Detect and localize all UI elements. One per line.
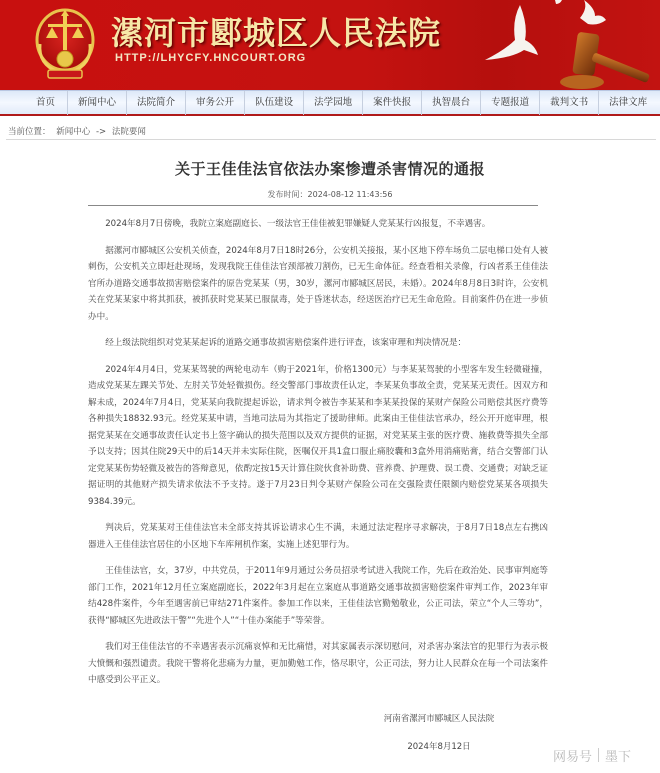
publish-time	[0, 189, 660, 200]
nav-enforcement[interactable]: 执智晨台	[422, 91, 481, 115]
nav-case-news[interactable]: 案件快报	[363, 91, 422, 115]
publish-time-label: 发布时间：	[267, 190, 308, 199]
watermark-brand: 网易号	[553, 749, 593, 765]
main-nav	[0, 90, 660, 116]
article-paragraph: 据漯河市郾城区公安机关侦查，2024年8月7日18时26分，公安机关接报，某小区地下停车场负二层电梯口处有人被刺伤，公安机关立即赶赴现场，发现我院王佳佳法官颈部被刀割伤，已无生命体征。经查看相关录像，行凶者系王佳佳法官所办道路交通事故损害赔偿案件的原告党某某（男，30岁，漯河市郾城区居民，未婚）。2024年8月8日3时许，公安机关在党某某家中将其抓获，被抓获时党某某已服鼠毒，处于昏迷状态，经送医治疗已无生命危险。目前案件仍在进一步侦办中。	[88, 245, 548, 322]
breadcrumb	[6, 124, 656, 140]
article-paragraph: 判决后，党某某对王佳佳法官未全部支持其诉讼请求心生不满，未通过法定程序寻求解决，于8月7日18点左右携凶器进入王佳佳法官居住的小区地下车库闸机作案，实施上述犯罪行为。	[88, 523, 548, 550]
watermark	[553, 745, 631, 765]
article-body	[88, 216, 548, 699]
article-paragraph: 2024年8月7日傍晚，我院立案庭副庭长、一级法官王佳佳被犯罪嫌疑人党某某行凶报复，不幸遇害。	[105, 219, 491, 229]
title-divider	[88, 205, 538, 206]
breadcrumb-prefix: 当前位置：	[8, 127, 51, 137]
nav-law-garden[interactable]: 法学园地	[304, 91, 363, 115]
article-paragraph: 王佳佳法官，女，37岁，中共党员，于2011年9月通过公务员招录考试进入我院工作，先后在政治处、民事审判庭等部门工作，2021年12月任立案庭副庭长，2022年3月起在立案庭从事道路交通事故损害赔偿案件审判工作，2023年审结428件案件，今年至遇害前已审结271件案件。参加工作以来，王佳佳法官勤勉敬业，公正司法，荣立“个人三等功”，获得“郾城区先进政法干警”“先进个人”“十佳办案能手”等荣誉。	[88, 566, 548, 626]
nav-judgments[interactable]: 裁判文书	[540, 91, 599, 115]
signature-date: 2024年8月12日	[407, 742, 471, 752]
site-url: HTTP://LHYCFY.HNCOURT.ORG	[115, 52, 307, 64]
article-paragraph: 2024年4月4日，党某某驾驶的两轮电动车（购于2021年，价格1300元）与李某某驾驶的小型客车发生轻微碰撞，造成党某某左踝关节处、左肘关节处轻微损伤。经交警部门事故责任认定，李某某负事故全责，党某某无责任。因双方和解未成，2024年7月4日，党某某向我院提起诉讼，请求判令被告李某某和李某某投保的某财产保险公司赔偿其医疗费等各种损失18832.93元。经党某某申请，当地司法局为其指定了援助律师。此案由王佳佳法官承办，经公开开庭审理，根据党某某在交通事故责任认定书上签字确认的损失范围以及双方提供的证据，对党某某主张的医疗费、施救费等损失全部予以支持；因其住院29天中的后14天并未实际住院，医嘱仅开具1盒口服止痛胶囊和3盒外用消痛贴膏，结合交警部门认定党某某伤势轻微及被告的答辩意见，依酌定按15天计算住院伙食补助费、营养费、护理费、误工费、交通费；对缺乏证据证明的其他财产损失请求依法不予支持。遂于7月23日判令某财产保险公司在交强险责任限额内赔偿党某某各项损失9384.39元。	[88, 364, 548, 507]
nav-home[interactable]: 首页	[26, 91, 68, 115]
court-emblem-icon	[30, 4, 100, 84]
nav-special-reports[interactable]: 专题报道	[481, 91, 540, 115]
nav-court-affairs[interactable]: 审务公开	[186, 91, 245, 115]
site-header-banner	[0, 0, 660, 90]
breadcrumb-court-news[interactable]: 法院要闻	[111, 127, 146, 137]
site-title: 漯河市郾城区人民法院	[111, 14, 442, 52]
watermark-author: 墨下	[605, 749, 632, 765]
nav-news-center[interactable]: 新闻中心	[68, 91, 127, 115]
doves-and-gavel-decoration	[450, 0, 660, 90]
article-paragraph: 经上级法院组织对党某某起诉的道路交通事故损害赔偿案件进行评查，该案审理和判决情况是：	[105, 338, 467, 348]
breadcrumb-arrow: ->	[95, 127, 107, 137]
article-paragraph: 我们对王佳佳法官的不幸遇害表示沉痛哀悼和无比痛惜，对其家属表示深切慰问，对杀害办案法官的犯罪行为表示极大愤慨和强烈谴责。我院干警将化悲痛为力量，更加勤勉工作，恪尽职守，公正司法，努力让人民群众在每一个司法案件中感受到公平正义。	[88, 642, 548, 685]
article-signature	[364, 705, 514, 761]
nav-team-building[interactable]: 队伍建设	[245, 91, 304, 115]
nav-court-intro[interactable]: 法院简介	[127, 91, 186, 115]
article-title: 关于王佳佳法官依法办案惨遭杀害情况的通报	[174, 160, 485, 178]
watermark-separator	[598, 748, 599, 762]
nav-law-library[interactable]: 法律文库	[609, 97, 648, 108]
breadcrumb-news-center[interactable]: 新闻中心	[56, 127, 91, 137]
signature-organization: 河南省漯河市郾城区人民法院	[383, 714, 495, 724]
publish-time-value: 2024-08-12 11:43:56	[307, 190, 393, 199]
